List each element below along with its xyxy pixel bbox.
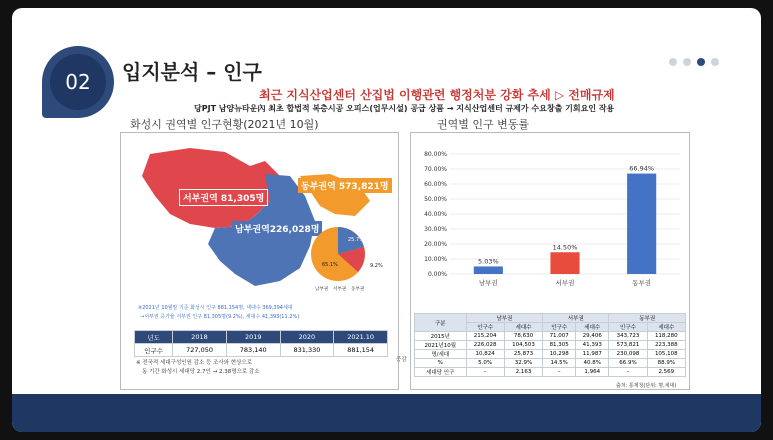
bar-value-label: 14.50% xyxy=(552,243,578,252)
table-cell: 881,154 xyxy=(334,344,388,357)
table-cell: 25,873 xyxy=(504,350,542,359)
subheading-red: 최근 지식산업센터 산집법 이행관련 행정처분 강화 추세 ▷ 전매규제 xyxy=(259,88,615,102)
bar-value-label: 66.94% xyxy=(629,164,655,173)
subheading-black: 당PJT 남양뉴타운內 최초 합법적 복층시공 오피스(업무시설) 공급 상품 → 지식산업센터 규제가 수요창출 기회요인 작용 xyxy=(194,104,615,113)
table-cell: 10,824 xyxy=(466,350,504,359)
bar-2 xyxy=(550,252,579,274)
right-panel-title: 권역별 인구 변동률 xyxy=(437,118,530,131)
table-cell: 11,987 xyxy=(576,350,609,359)
y-tick-label: 10.00% xyxy=(424,256,447,263)
table-header: 2020 xyxy=(280,331,334,344)
table-cell: 14.5% xyxy=(543,359,576,368)
y-tick-label: 40.00% xyxy=(424,211,447,218)
legend-east: 동부권 xyxy=(351,287,365,292)
y-tick-label: 30.00% xyxy=(424,226,447,233)
y-tick-label: 70.00% xyxy=(424,166,447,173)
table-cell: 세대당 인구 xyxy=(415,368,467,377)
region-pie-chart xyxy=(309,225,367,283)
slide-frame xyxy=(12,8,761,432)
legend-west: 서부권 xyxy=(333,287,347,292)
table-header: 년도 xyxy=(135,331,173,344)
bottom-note-1: ※ 전국적 세대구성인원 감소 등 조사와 현상으로 xyxy=(136,360,253,366)
table-cell: 41,393 xyxy=(576,341,609,350)
y-tick-label: 20.00% xyxy=(424,241,447,248)
table-row xyxy=(415,332,686,341)
y-tick-label: 0.00% xyxy=(427,271,447,278)
south-region-label: 남부권역226,028명 xyxy=(232,221,322,236)
table-subheader: 인구수 xyxy=(609,323,647,332)
row-label: 인구수 xyxy=(135,344,173,357)
table-cell: 32.9% xyxy=(504,359,542,368)
table-subheader: 세대수 xyxy=(647,323,685,332)
table-row xyxy=(135,344,388,357)
table-cell: 2015년 xyxy=(415,332,467,341)
bar-3 xyxy=(627,174,656,274)
table-cell: 215,204 xyxy=(466,332,504,341)
table-subheader: 인구수 xyxy=(543,323,576,332)
table-cell: 81,305 xyxy=(543,341,576,350)
page-dot-2[interactable] xyxy=(683,58,691,66)
table-subheader: 세대수 xyxy=(504,323,542,332)
table-row xyxy=(415,341,686,350)
population-table xyxy=(134,330,388,357)
table-cell: 226,028 xyxy=(466,341,504,350)
bar-value-label: 5.03% xyxy=(478,257,499,266)
table-cell: 223,388 xyxy=(647,341,685,350)
x-category-label: 동부권 xyxy=(632,279,652,287)
left-note-2: →서부권 증가율 서부권 인구 81,305명(9.2%), 세대수 41,393(11.2%) xyxy=(140,314,300,320)
table-cell: 573,821 xyxy=(609,341,647,350)
table-cell: 명/세대 xyxy=(415,350,467,359)
table-cell: 5.0% xyxy=(466,359,504,368)
table-header: 동부권 xyxy=(609,314,686,323)
y-tick-label: 50.00% xyxy=(424,196,447,203)
table-cell: – xyxy=(609,368,647,377)
bar-1 xyxy=(474,266,503,274)
table-header: 2021.10 xyxy=(334,331,388,344)
table-cell: 2021년10월 xyxy=(415,341,467,350)
pie-label-south: 25.7% xyxy=(348,237,364,243)
legend-south: 남부권 xyxy=(315,287,329,292)
table-cell: 1,964 xyxy=(576,368,609,377)
x-category-label: 서부권 xyxy=(555,279,575,287)
population-change-chart xyxy=(412,146,688,296)
table-cell: 783,140 xyxy=(226,344,280,357)
page-indicator[interactable] xyxy=(669,58,719,66)
table-cell: 2,569 xyxy=(647,368,685,377)
table-cell: 29,406 xyxy=(576,332,609,341)
table-cell: 88.9% xyxy=(647,359,685,368)
change-table xyxy=(414,313,686,377)
table-cell: 10,298 xyxy=(543,350,576,359)
table-header: 남부권 xyxy=(466,314,543,323)
table-cell: 78,630 xyxy=(504,332,542,341)
table-header: 구분 xyxy=(415,314,467,332)
table-cell: 105,108 xyxy=(647,350,685,359)
x-category-label: 남부권 xyxy=(478,279,498,287)
table-subheader: 인구수 xyxy=(466,323,504,332)
page-dot-4[interactable] xyxy=(711,58,719,66)
table-row xyxy=(415,359,686,368)
table-cell: 343,723 xyxy=(609,332,647,341)
section-number: 02 xyxy=(50,54,106,110)
left-panel-title: 화성시 권역별 인구현황(2021년 10월) xyxy=(130,118,319,131)
pie-legend xyxy=(315,286,364,292)
table-cell: 230,098 xyxy=(609,350,647,359)
y-tick-label: 80.00% xyxy=(424,151,447,158)
pie-label-west: 9.2% xyxy=(370,263,383,269)
table-cell: 727,050 xyxy=(173,344,227,357)
table-cell: – xyxy=(466,368,504,377)
left-note-1: ※2021년 10월말 기준 화성시 인구 881,154명, 세대수 369,394세대 xyxy=(138,305,293,311)
table-cell: % xyxy=(415,359,467,368)
table-cell: 40.8% xyxy=(576,359,609,368)
section-number-badge xyxy=(42,46,114,118)
west-region-label: 서부권역 81,305명 xyxy=(179,189,268,206)
table-cell: 2,163 xyxy=(504,368,542,377)
table-cell: 71,007 xyxy=(543,332,576,341)
table-cell: 66.9% xyxy=(609,359,647,368)
increase-label: 증감 xyxy=(396,357,407,363)
table-row xyxy=(415,368,686,377)
source-note: 출처: 통계청(단위: 명,세대) xyxy=(616,383,677,389)
table-header: 서부권 xyxy=(543,314,609,323)
pie-label-east: 65.1% xyxy=(322,262,338,268)
page-dot-1[interactable] xyxy=(669,58,677,66)
table-cell: 104,503 xyxy=(504,341,542,350)
table-row xyxy=(415,350,686,359)
page-dot-3[interactable] xyxy=(697,58,705,66)
table-cell: 118,280 xyxy=(647,332,685,341)
bottom-note-2: 동 기간 화성시 세대당 2.7인 → 2.38명으로 감소 xyxy=(142,369,260,375)
east-region-label: 동부권역 573,821명 xyxy=(298,178,392,193)
y-tick-label: 60.00% xyxy=(424,181,447,188)
table-header: 2019 xyxy=(226,331,280,344)
table-cell: – xyxy=(543,368,576,377)
table-subheader: 세대수 xyxy=(576,323,609,332)
slide-title: 입지분석 – 인구 xyxy=(122,60,262,84)
table-header: 2018 xyxy=(173,331,227,344)
footer-bar xyxy=(12,394,761,432)
table-cell: 831,330 xyxy=(280,344,334,357)
